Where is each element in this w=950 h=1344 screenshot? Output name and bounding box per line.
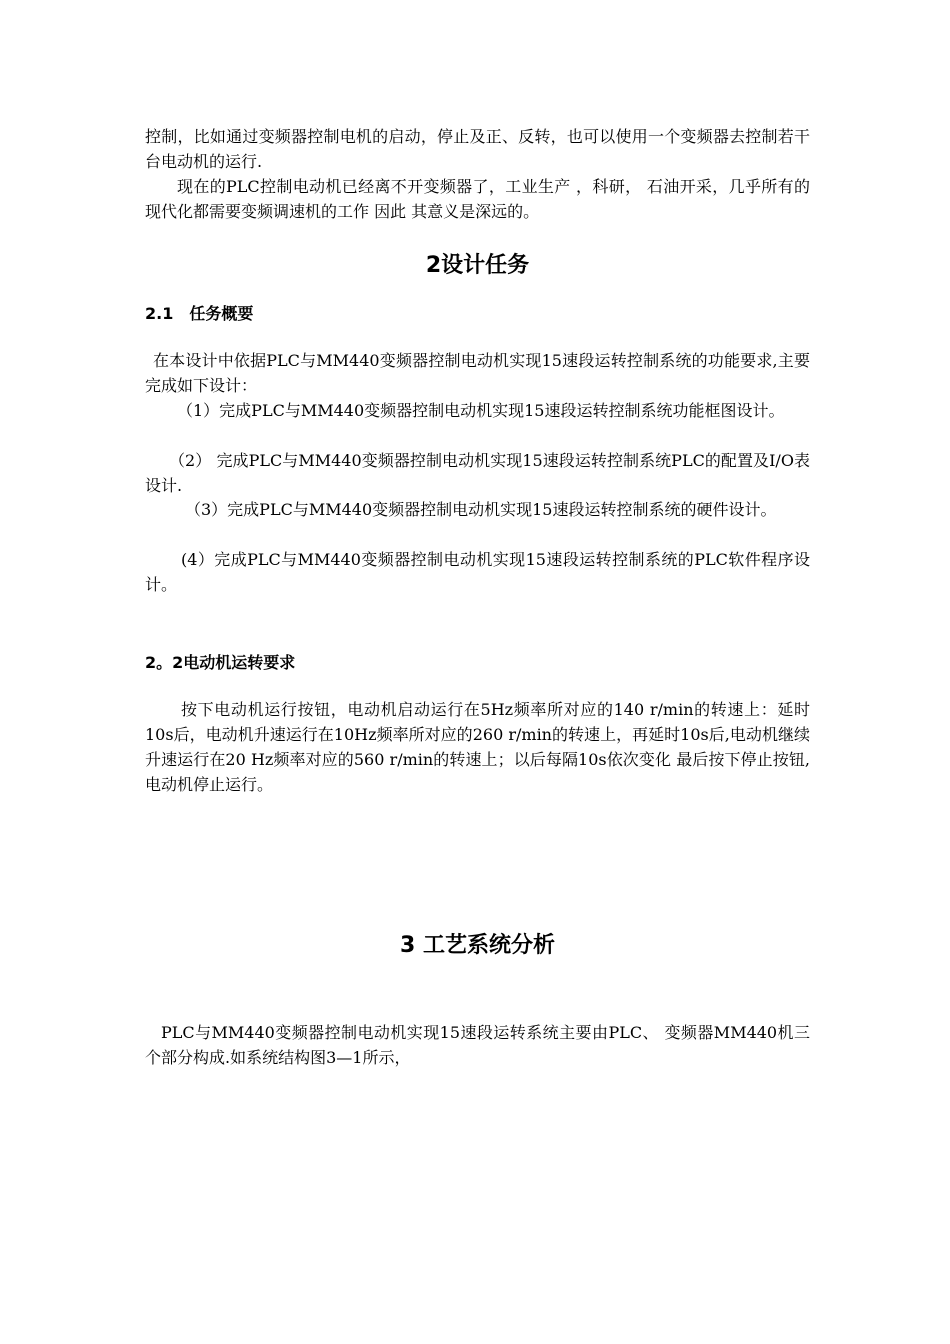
- intro-paragraph-1: 控制，比如通过变频器控制电机的启动，停止及正、反转，也可以使用一个变频器去控制若干台电动机的运行.: [145, 127, 810, 171]
- section-3-body: PLC与MM440变频器控制电动机实现15速段运转系统主要由PLC、 变频器MM440机三个部分构成.如系统结构图3—1所示，: [145, 1023, 810, 1067]
- section-2-title: 2设计任务: [425, 253, 530, 278]
- task-item-2: （2） 完成PLC与MM440变频器控制电动机实现15速段运转控制系统PLC的配置及I/O表设计.: [145, 451, 810, 495]
- task-item-4: (4）完成PLC与MM440变频器控制电动机实现15速段运转控制系统的PLC软件程序设计。: [145, 550, 810, 594]
- section-2-1-title: 2.1 任务概要: [145, 304, 254, 323]
- section-2-2-body: 按下电动机运行按钮，电动机启动运行在5Hz频率所对应的140 r/min的转速上：延时10s后，电动机升速运行在10Hz频率所对应的260 r/min的转速上，再延时10s后,电动机继续升速运行在20 Hz频率对应的560 r/min的转速上；以后每隔10s依次变化 最后按下停止按钮,电动机停止运行。: [145, 700, 810, 794]
- intro-paragraph-2: 现在的PLC控制电动机已经离不开变频器了，工业生产 ，科研， 石油开采，几乎所有的现代化都需要变频调速机的工作 因此 其意义是深远的。: [145, 177, 810, 221]
- section-2-2-title: 2。2电动机运转要求: [145, 653, 296, 672]
- section-2-1-intro: 在本设计中依据PLC与MM440变频器控制电动机实现15速段运转控制系统的功能要求,主要完成如下设计：: [145, 351, 810, 395]
- section-3-title: 3 工艺系统分析: [400, 933, 555, 958]
- task-item-3: （3）完成PLC与MM440变频器控制电动机实现15速段运转控制系统的硬件设计。: [185, 500, 777, 519]
- task-item-1: （1）完成PLC与MM440变频器控制电动机实现15速段运转控制系统功能框图设计。: [177, 401, 785, 420]
